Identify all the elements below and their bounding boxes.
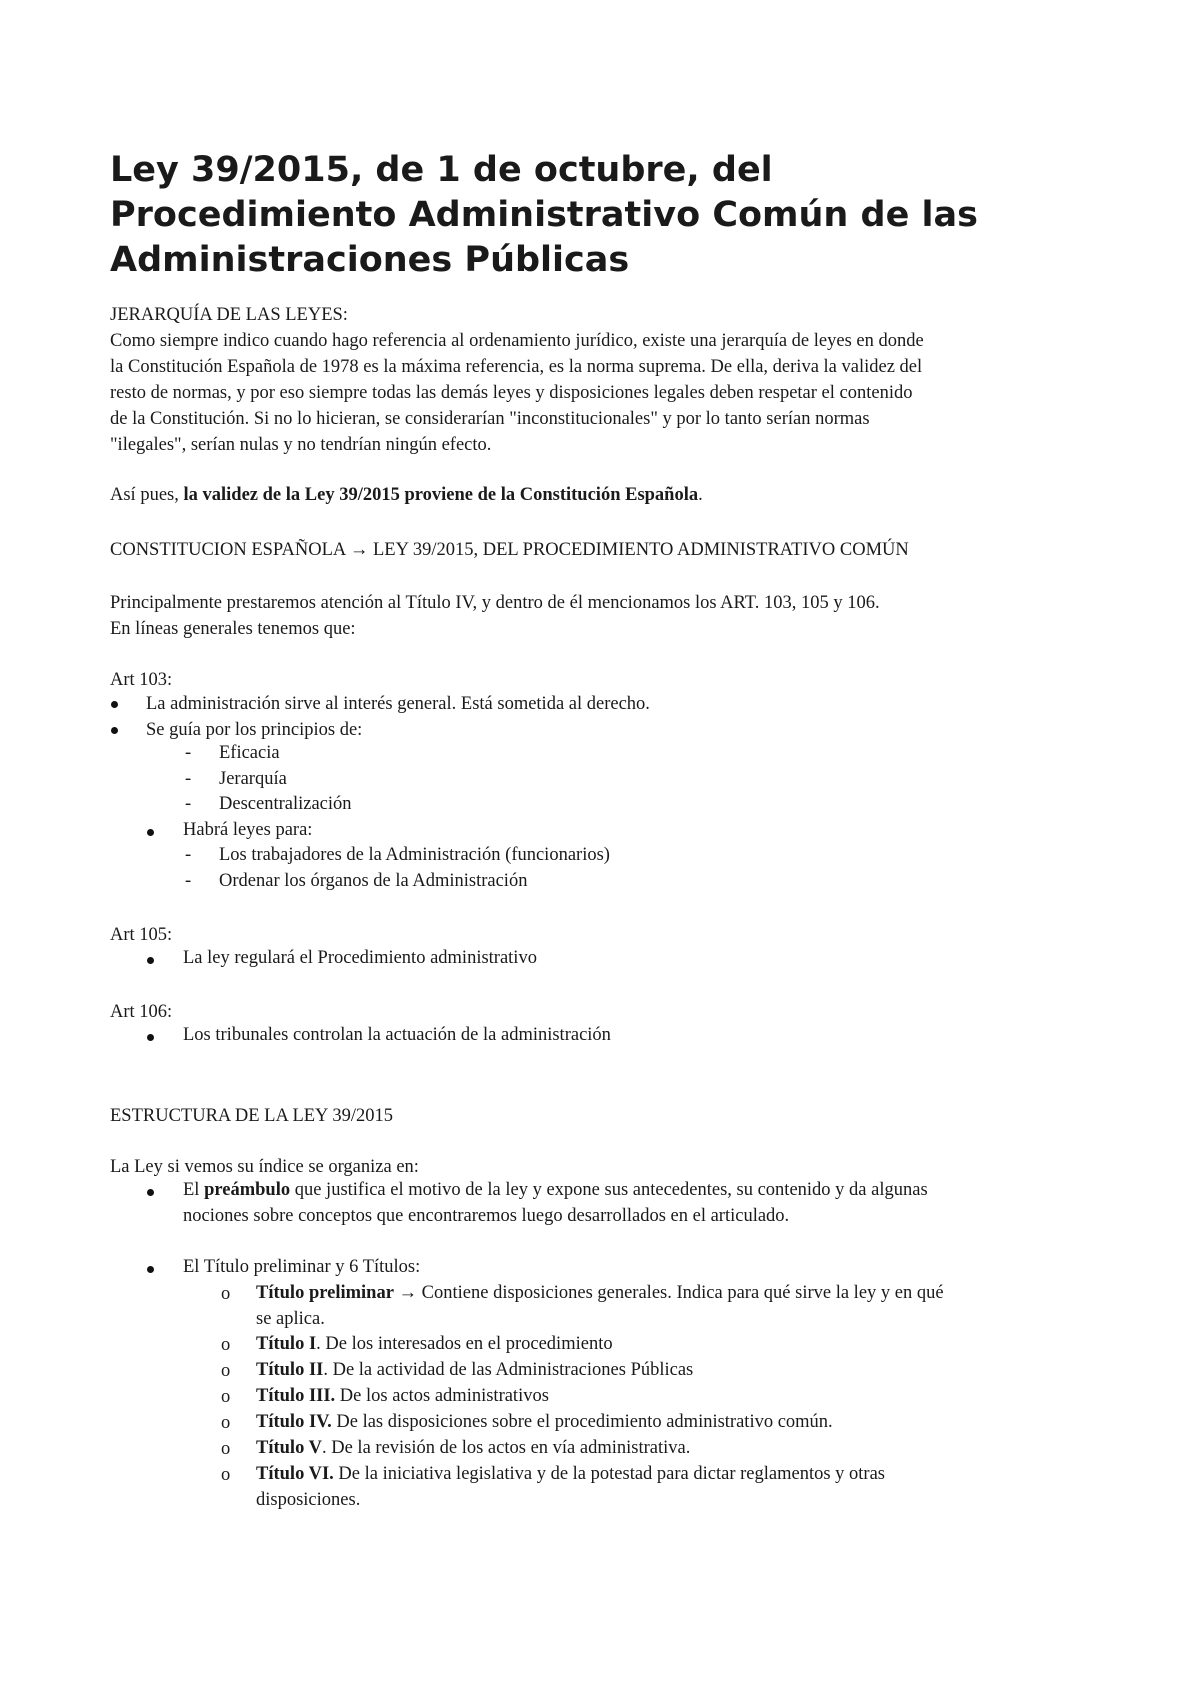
bold-text-run: Título preliminar xyxy=(256,1283,394,1303)
title-line: Procedimiento Administrativo Común de las xyxy=(110,195,978,235)
circle-bullet-icon: o xyxy=(221,1335,231,1355)
intro-line: En líneas generales tenemos que: xyxy=(110,619,356,639)
circle-bullet-icon: o xyxy=(221,1387,231,1407)
document-title xyxy=(110,148,1110,283)
bullet-icon xyxy=(147,1189,154,1196)
hierarchy-left: CONSTITUCION ESPAÑOLA xyxy=(110,540,346,560)
art105-heading: Art 105: xyxy=(110,925,173,945)
list-item-continuation: se aplica. xyxy=(256,1309,325,1329)
circle-bullet-icon: o xyxy=(221,1284,231,1304)
bullet-icon xyxy=(111,727,118,734)
paragraph-line: de la Constitución. Si no lo hicieran, se considerarían "inconstitucionales" y por lo tanto serían normas xyxy=(110,409,870,429)
text-run: . De los interesados en el procedimiento xyxy=(316,1334,613,1354)
list-item xyxy=(256,1412,833,1433)
circle-bullet-icon: o xyxy=(221,1439,231,1459)
text-run: → Contiene disposiciones generales. Indica para qué sirve la ley y en qué xyxy=(393,1283,944,1303)
list-item: El Título preliminar y 6 Títulos: xyxy=(183,1257,421,1277)
list-item: Los tribunales controlan la actuación de la administración xyxy=(183,1025,611,1045)
list-item: Jerarquía xyxy=(219,769,287,789)
text-run: De las disposiciones sobre el procedimiento administrativo común. xyxy=(331,1412,833,1432)
bold-text-run: la validez de la Ley 39/2015 proviene de la Constitución Española xyxy=(183,485,699,505)
bullet-icon xyxy=(147,957,154,964)
list-item xyxy=(256,1360,693,1381)
art103-heading: Art 103: xyxy=(110,670,173,690)
art106-heading: Art 106: xyxy=(110,1002,173,1022)
circle-bullet-icon: o xyxy=(221,1361,231,1381)
dash-icon: - xyxy=(185,794,192,814)
list-item xyxy=(256,1386,549,1407)
list-item xyxy=(256,1334,613,1355)
paragraph-line: "ilegales", serían nulas y no tendrían ningún efecto. xyxy=(110,435,492,455)
bullet-icon xyxy=(111,701,118,708)
bold-text-run: Título II xyxy=(256,1360,324,1380)
dash-icon: - xyxy=(185,743,192,763)
list-item xyxy=(256,1464,885,1485)
asi-pues-paragraph xyxy=(110,483,703,509)
bold-text-run: Título V xyxy=(256,1438,322,1458)
dash-icon: - xyxy=(185,845,192,865)
list-item xyxy=(256,1438,690,1459)
circle-bullet-icon: o xyxy=(221,1465,231,1485)
bold-text-run: preámbulo xyxy=(204,1180,291,1200)
hierarchy-line xyxy=(110,538,909,564)
text-run: Así pues, xyxy=(110,485,184,505)
paragraph-line: la Constitución Española de 1978 es la máxima referencia, es la norma suprema. De ella, deriva la validez del xyxy=(110,357,923,377)
bullet-icon xyxy=(147,1034,154,1041)
dash-icon: - xyxy=(185,871,192,891)
list-item-continuation: nociones sobre conceptos que encontraremos luego desarrollados en el articulado. xyxy=(183,1206,790,1226)
list-item: La administración sirve al interés general. Está sometida al derecho. xyxy=(146,694,650,714)
text-run: . xyxy=(698,485,703,505)
text-run: . De la revisión de los actos en vía administrativa. xyxy=(321,1438,691,1458)
list-item: Habrá leyes para: xyxy=(183,820,313,840)
paragraph-line: resto de normas, y por eso siempre todas las demás leyes y disposiciones legales deben respetar el contenido xyxy=(110,383,913,403)
list-item xyxy=(183,1180,928,1201)
jerarquia-heading: JERARQUÍA DE LAS LEYES: xyxy=(110,305,348,325)
list-item: Se guía por los principios de: xyxy=(146,720,363,740)
text-run: De la iniciativa legislativa y de la potestad para dictar reglamentos y otras xyxy=(333,1464,885,1484)
list-item xyxy=(256,1283,944,1304)
bold-text-run: Título I xyxy=(256,1334,317,1354)
circle-bullet-icon: o xyxy=(221,1413,231,1433)
hierarchy-right: LEY 39/2015, DEL PROCEDIMIENTO ADMINISTRATIVO COMÚN xyxy=(372,540,909,560)
intro-line: Principalmente prestaremos atención al Título IV, y dentro de él mencionamos los ART. 103, 105 y 106. xyxy=(110,593,880,613)
list-item: Descentralización xyxy=(219,794,352,814)
estructura-intro: La Ley si vemos su índice se organiza en: xyxy=(110,1157,419,1177)
estructura-heading: ESTRUCTURA DE LA LEY 39/2015 xyxy=(110,1106,393,1126)
list-item: La ley regulará el Procedimiento administrativo xyxy=(183,948,537,968)
title-line: Administraciones Públicas xyxy=(110,240,630,280)
bold-text-run: Título IV. xyxy=(256,1412,332,1432)
bullet-icon xyxy=(147,829,154,836)
paragraph-line: Como siempre indico cuando hago referencia al ordenamiento jurídico, existe una jerarquía de leyes en donde xyxy=(110,331,924,351)
dash-icon: - xyxy=(185,769,192,789)
list-item: Los trabajadores de la Administración (funcionarios) xyxy=(219,845,610,865)
text-run: . De la actividad de las Administraciones Públicas xyxy=(323,1360,694,1380)
text-run: De los actos administrativos xyxy=(335,1386,549,1406)
list-item: Eficacia xyxy=(219,743,280,763)
title-line: Ley 39/2015, de 1 de octubre, del xyxy=(110,150,773,190)
list-item: Ordenar los órganos de la Administración xyxy=(219,871,528,891)
right-arrow-icon: → xyxy=(349,540,369,560)
text-run: que justifica el motivo de la ley y expone sus antecedentes, su contenido y da algunas xyxy=(290,1180,928,1200)
bullet-icon xyxy=(147,1266,154,1273)
bold-text-run: Título VI. xyxy=(256,1464,334,1484)
bold-text-run: Título III. xyxy=(256,1386,336,1406)
text-run: El xyxy=(183,1180,205,1200)
list-item-continuation: disposiciones. xyxy=(256,1490,361,1510)
